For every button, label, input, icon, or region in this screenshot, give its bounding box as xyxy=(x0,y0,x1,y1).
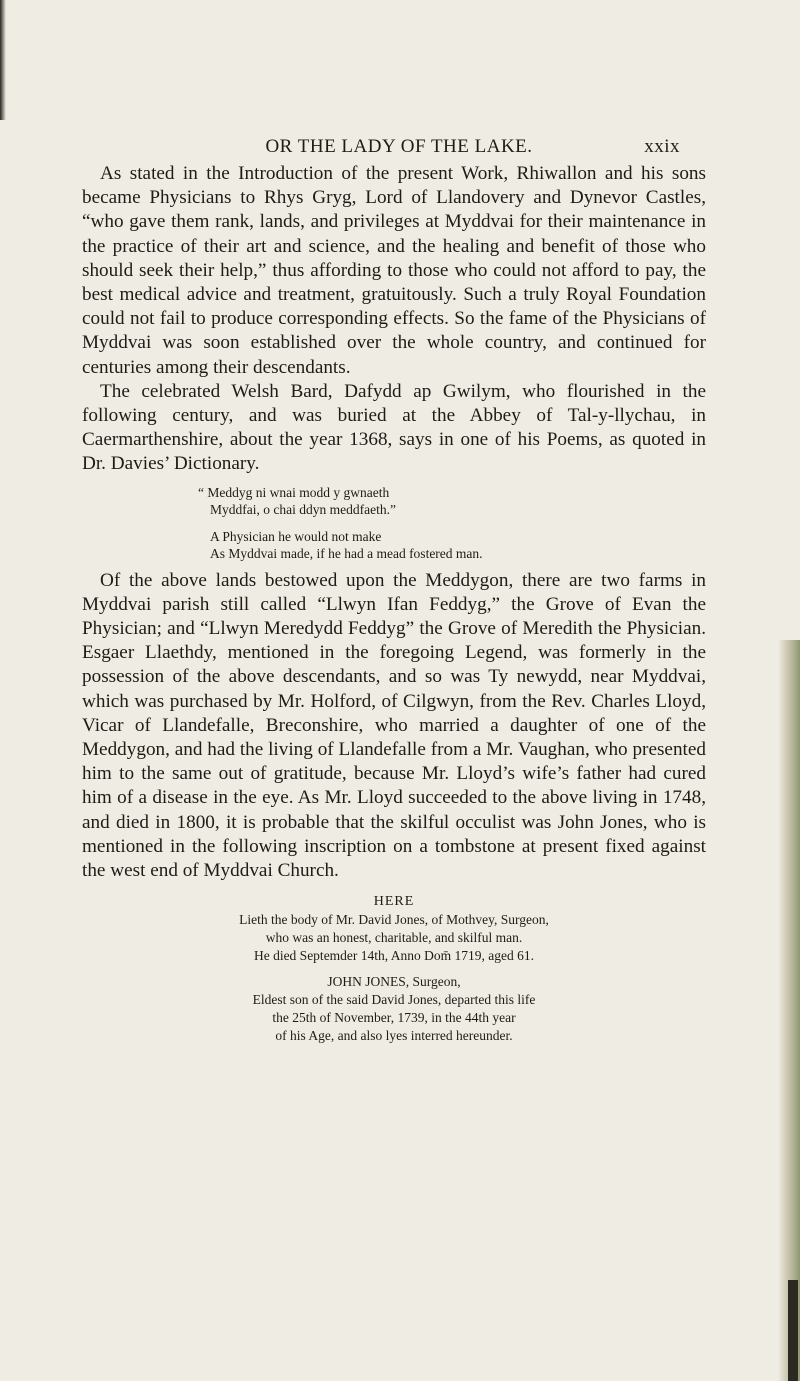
page-body xyxy=(82,162,706,1045)
inscription-line: Eldest son of the said David Jones, departed this life xyxy=(252,992,536,1008)
page-edge-dark xyxy=(788,1280,798,1381)
running-title: OR THE LADY OF THE LAKE. xyxy=(265,136,533,157)
paragraph-1: As stated in the Introduction of the present Work, Rhiwallon and his sons became Physicians to Rhys Gryg, Lord of Llandovery and Dynevor Castles, “who gave them rank, lands, and privileges at Myddvai for their maintenance in the practice of their art and science, and the healing and benefit of those who should seek their help,” thus affording to those who could not afford to pay, the best medical advice and treatment, gratuitously. Such a truly Royal Foundation could not fail to produce corresponding effects. So the fame of the Physicians of Myddvai was soon established over the whole country, and continued for centuries among their descendants. xyxy=(82,163,706,378)
tombstone-inscription xyxy=(82,893,706,1045)
running-header xyxy=(118,136,680,158)
inscription-line: He died Septemder 14th, Anno Dom̄ 1719, aged 61. xyxy=(253,948,535,964)
inscription-heading: HERE xyxy=(373,894,415,910)
page-number: xxix xyxy=(644,136,680,157)
inscription-line: the 25th of November, 1739, in the 44th year xyxy=(272,1010,516,1026)
inscription-line: who was an honest, charitable, and skilful man. xyxy=(265,930,523,946)
inscription-line: JOHN JONES, Surgeon, xyxy=(327,974,461,990)
verse-welsh-line-2: Myddfai, o chai ddyn meddfaeth.” xyxy=(210,501,396,517)
quoted-verse xyxy=(198,484,706,562)
inscription-line: Lieth the body of Mr. David Jones, of Mothvey, Surgeon, xyxy=(239,912,549,928)
paragraph-3: Of the above lands bestowed upon the Meddygon, there are two farms in Myddvai parish still called “Llwyn Ifan Feddyg,” the Grove of Evan the Physician; and “Llwyn Meredydd Feddyg” the Grove of Meredith the Physician. Esgaer Llaethdy, mentioned in the foregoing Legend, was formerly in the possession of the above descendants, and so was Ty newydd, near Myddvai, which was purchased by Mr. Holford, of Cilgwyn, from the Rev. Charles Lloyd, Vicar of Llandefalle, Breconshire, who married a daughter of one of the Meddygon, and had the living of Llandefalle from a Mr. Vaughan, who presented him to the same out of gratitude, because Mr. Lloyd’s wife’s father had cured him of a disease in the eye. As Mr. Lloyd succeeded to the above living in 1748, and died in 1800, it is probable that the skilful occulist was John Jones, who is mentioned in the following inscription on a tombstone at present fixed against the west end of Myddvai Church. xyxy=(82,569,706,882)
verse-welsh-line-1: “ Meddyg ni wnai modd y gwnaeth xyxy=(198,484,390,500)
verse-english-line-1: A Physician he would not make xyxy=(210,528,382,544)
page-edge-shadow xyxy=(0,0,6,120)
verse-english-line-2: As Myddvai made, if he had a mead fostered man. xyxy=(210,545,483,561)
page-edge-stain xyxy=(778,640,800,1381)
inscription-line: of his Age, and also lyes interred hereunder. xyxy=(275,1028,513,1044)
paragraph-2: The celebrated Welsh Bard, Dafydd ap Gwilym, who flourished in the following century, and was buried at the Abbey of Tal-y-llychau, in Caermarthenshire, about the year 1368, says in one of his Poems, as quoted in Dr. Davies’ Dictionary. xyxy=(82,380,706,475)
